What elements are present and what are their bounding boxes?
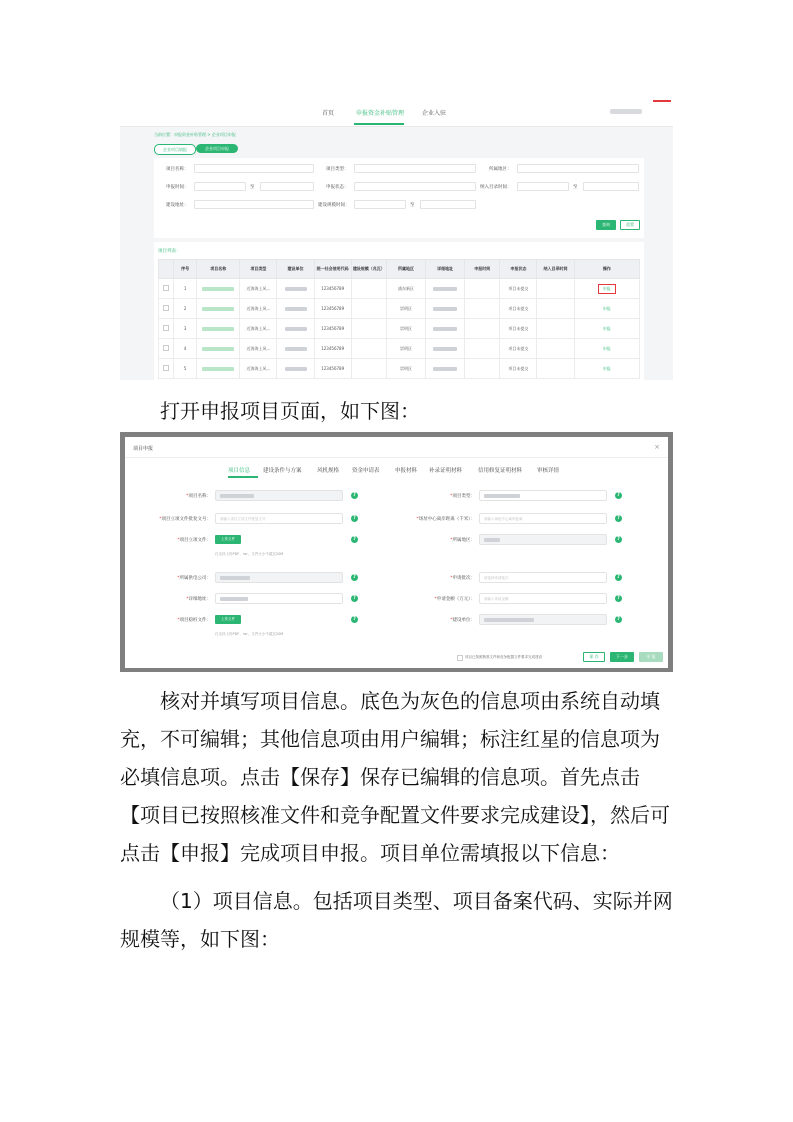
reset-button[interactable]: 重置 xyxy=(620,220,640,230)
search-button[interactable]: 查询 xyxy=(596,220,616,230)
operation-cell xyxy=(574,339,639,359)
table-row xyxy=(159,319,640,339)
apply-time-cell xyxy=(465,319,500,339)
column-header: 统一社会信用代码 xyxy=(314,260,351,279)
apply-link[interactable]: 申报 xyxy=(602,325,611,331)
power-company-select xyxy=(215,572,343,583)
tab-project-info[interactable]: 项目信息 xyxy=(228,468,251,474)
region-cell: 崇明区 xyxy=(386,299,425,319)
row-number: 3 xyxy=(174,319,197,339)
field-label: *项目类型： xyxy=(450,494,475,499)
filter-label: 纳入目录时间： xyxy=(480,185,512,190)
project-table xyxy=(158,259,640,379)
scale-cell xyxy=(351,319,386,339)
credit-code-cell: 123456789 xyxy=(314,359,351,379)
accent-mark xyxy=(653,100,671,102)
column-header: 详细地址 xyxy=(426,260,465,279)
filter-label: 项目类型： xyxy=(326,167,349,172)
apply-time-cell xyxy=(465,279,500,299)
build-unit-cell xyxy=(277,339,314,359)
confirm-checkbox[interactable] xyxy=(457,655,463,661)
amount-input[interactable]: 请输入申请金额 xyxy=(479,593,607,604)
submit-button[interactable]: 申 报 xyxy=(639,652,663,662)
column-header: 项目类型 xyxy=(240,260,277,279)
filter-label: 申报时间： xyxy=(166,185,189,190)
credit-code-cell: 123456789 xyxy=(314,319,351,339)
status-cell: 项目未提交 xyxy=(500,299,537,319)
field-label: *所属地区： xyxy=(450,538,475,543)
instruction-paragraph: 核对并填写项目信息。底色为灰色的信息项由系统自动填充，不可编辑；其他信息项由用户编辑；标注红星的信息项为必填信息项。点击【保存】保存已编辑的信息项。首先点击【项目已按照核准文件和竞争配置文件要求完成建设】，然后可点击【申报】完成项目申报。项目单位需填报以下信息： xyxy=(120,689,670,865)
field-label: *建设单位： xyxy=(450,618,475,623)
save-button[interactable]: 保 存 xyxy=(583,652,605,662)
divider xyxy=(125,457,668,458)
table-header-row xyxy=(159,260,640,279)
build-site-input[interactable] xyxy=(194,200,314,209)
apply-time-cell xyxy=(465,339,500,359)
batch-select[interactable]: 请选择申请批次 xyxy=(479,572,607,583)
range-separator: 至 xyxy=(410,203,415,208)
column-header: 建设规模（兆瓦） xyxy=(351,260,386,279)
tab-review-details[interactable]: 审核详情 xyxy=(537,468,560,474)
help-icon[interactable]: ? xyxy=(615,595,622,602)
select-all-header xyxy=(159,260,174,279)
filter-label: 项目名称： xyxy=(166,167,189,172)
user-name xyxy=(610,109,642,114)
next-button[interactable]: 下一步 xyxy=(610,652,634,662)
address-cell xyxy=(426,319,465,339)
row-number: 1 xyxy=(174,279,197,299)
build-unit-cell xyxy=(277,319,314,339)
region-cell: 崇明区 xyxy=(386,339,425,359)
status-cell: 项目未提交 xyxy=(500,279,537,299)
help-icon[interactable]: ? xyxy=(351,616,358,623)
region-cell: 崇明区 xyxy=(386,319,425,339)
project-list-screenshot xyxy=(120,100,673,380)
address-cell xyxy=(426,359,465,379)
project-name-field xyxy=(215,490,343,501)
address-cell xyxy=(426,279,465,299)
row-select[interactable] xyxy=(159,339,174,359)
help-icon[interactable]: ? xyxy=(351,536,358,543)
help-icon[interactable]: ? xyxy=(351,595,358,602)
modal-title: 项目申报 xyxy=(133,446,154,452)
row-number: 4 xyxy=(174,339,197,359)
status-select[interactable] xyxy=(354,182,476,191)
table-row xyxy=(159,359,640,379)
project-name-cell xyxy=(197,359,240,379)
nav-enterprise[interactable]: 企业入驻 xyxy=(422,110,447,117)
field-label: *所属供电公司： xyxy=(177,576,211,581)
credit-code-cell: 123456789 xyxy=(314,339,351,359)
tab-project-apply[interactable]: 企业项目申报 xyxy=(196,144,238,153)
region-select[interactable] xyxy=(517,164,639,173)
upload-pile-button[interactable]: 上传文件 xyxy=(215,615,241,624)
project-name-input[interactable] xyxy=(194,164,314,173)
help-icon[interactable]: ? xyxy=(351,492,358,499)
table-row xyxy=(159,279,640,299)
range-separator: 至 xyxy=(250,185,255,190)
column-header: 申报状态 xyxy=(500,260,537,279)
apply-time-cell xyxy=(465,359,500,379)
tab-build-conditions[interactable]: 建设条件与方案 xyxy=(263,468,302,474)
table-row xyxy=(159,339,640,359)
nav-active-indicator xyxy=(354,123,404,125)
project-name-cell xyxy=(197,279,240,299)
nav-subsidy-management[interactable]: 申报资金补贴管理 xyxy=(356,110,405,117)
row-select[interactable] xyxy=(159,279,174,299)
credit-code-cell: 123456789 xyxy=(314,299,351,319)
apply-link[interactable]: 申报 xyxy=(602,305,611,311)
close-icon[interactable]: × xyxy=(654,443,660,451)
build-unit-field xyxy=(479,614,607,625)
help-icon[interactable]: ? xyxy=(351,574,358,581)
build-unit-cell xyxy=(277,299,314,319)
status-cell: 项目未提交 xyxy=(500,359,537,379)
column-header: 序号 xyxy=(174,260,197,279)
address-input[interactable] xyxy=(215,593,343,604)
project-type-cell: 近海海上风... xyxy=(240,279,277,299)
apply-link[interactable]: 申报 xyxy=(598,284,616,294)
apply-time-start[interactable] xyxy=(194,182,246,191)
project-name-cell xyxy=(197,339,240,359)
help-icon[interactable]: ? xyxy=(615,515,622,522)
offshore-distance-input[interactable]: 请输入场址中心离岸距离 xyxy=(479,513,607,524)
help-icon[interactable]: ? xyxy=(615,492,622,499)
apply-time-cell xyxy=(465,299,500,319)
db-time-cell xyxy=(537,279,574,299)
column-header: 纳入目录时间 xyxy=(537,260,574,279)
row-number: 5 xyxy=(174,359,197,379)
apply-link[interactable]: 申报 xyxy=(602,345,611,351)
upload-hint: 仅支持上传PDF、rar、文件大小不超过20M xyxy=(215,632,284,636)
project-apply-modal xyxy=(125,437,668,668)
project-name-cell xyxy=(197,319,240,339)
row-select[interactable] xyxy=(159,359,174,379)
region-cell: 浦东新区 xyxy=(386,279,425,299)
table-row xyxy=(159,299,640,319)
column-header: 建设单位 xyxy=(277,260,314,279)
top-navigation xyxy=(120,100,673,127)
operation-cell xyxy=(574,299,639,319)
tab-turbine-spec[interactable]: 风机规格 xyxy=(317,468,340,474)
list-title: 项目列表： xyxy=(158,249,181,254)
filter-label: 建设规模时间： xyxy=(318,203,350,208)
active-tab-indicator xyxy=(228,476,258,478)
project-type-select[interactable] xyxy=(354,164,476,173)
project-type-cell: 近海海上风... xyxy=(240,319,277,339)
operation-cell xyxy=(574,319,639,339)
tab-materials[interactable]: 申报材料 xyxy=(395,468,418,474)
db-time-cell xyxy=(537,319,574,339)
field-label: *项目立项文件批复文号： xyxy=(159,517,211,522)
project-type-cell: 近海海上风... xyxy=(240,359,277,379)
project-type-cell: 近海海上风... xyxy=(240,299,277,319)
help-icon[interactable]: ? xyxy=(615,616,622,623)
operation-cell xyxy=(574,279,639,299)
region-select xyxy=(479,534,607,545)
db-time-end[interactable] xyxy=(583,182,639,191)
help-icon[interactable]: ? xyxy=(615,574,622,581)
help-icon[interactable]: ? xyxy=(351,515,358,522)
address-cell xyxy=(426,299,465,319)
row-select[interactable] xyxy=(159,319,174,339)
project-type-select[interactable] xyxy=(479,490,607,501)
field-label: *详细地址： xyxy=(186,597,211,602)
db-time-start[interactable] xyxy=(517,182,569,191)
help-icon[interactable]: ? xyxy=(615,536,622,543)
project-type-cell: 近海海上风... xyxy=(240,339,277,359)
row-select[interactable] xyxy=(159,299,174,319)
tab-fund-application[interactable]: 资金申请表 xyxy=(352,468,380,474)
project-name-cell xyxy=(197,299,240,319)
field-label: *场址中心离岸距离（千米）： xyxy=(416,517,475,522)
upload-hint: 仅支持上传PDF、rar、文件大小不超过20M xyxy=(215,552,284,556)
column-header: 申报时间 xyxy=(465,260,500,279)
confirm-label: 项目已按照核准文件和竞争配置文件要求完成建设 xyxy=(465,655,542,659)
field-label: *项目立项文件： xyxy=(177,538,211,543)
intro-paragraph: 打开申报项目页面，如下图： xyxy=(160,399,420,423)
status-cell: 项目未提交 xyxy=(500,339,537,359)
project-form-screenshot xyxy=(120,432,673,672)
db-time-cell xyxy=(537,359,574,379)
tab-credit-repair[interactable]: 信用修复证明材料 xyxy=(478,468,523,474)
row-number: 2 xyxy=(174,299,197,319)
filter-panel xyxy=(154,158,644,238)
scale-cell xyxy=(351,339,386,359)
column-header: 操作 xyxy=(574,260,639,279)
column-header: 项目名称 xyxy=(197,260,240,279)
status-cell: 项目未提交 xyxy=(500,319,537,339)
upload-approval-button[interactable]: 上传文件 xyxy=(215,535,241,544)
project-info-paragraph: （1）项目信息。包括项目类型、项目备案代码、实际并网规模等，如下图： xyxy=(120,889,673,951)
region-cell: 崇明区 xyxy=(386,359,425,379)
filter-label: 申报状态： xyxy=(326,185,349,190)
operation-cell xyxy=(574,359,639,379)
scale-cell xyxy=(351,279,386,299)
range-separator: 至 xyxy=(573,185,578,190)
build-unit-cell xyxy=(277,359,314,379)
db-time-cell xyxy=(537,339,574,359)
apply-link[interactable]: 申报 xyxy=(602,365,611,371)
scale-cell xyxy=(351,299,386,319)
nav-home[interactable]: 首页 xyxy=(322,110,335,117)
credit-code-cell: 123456789 xyxy=(314,279,351,299)
filter-label: 建设地址： xyxy=(166,203,189,208)
filter-label: 所属地区： xyxy=(489,167,512,172)
tab-supplementary[interactable]: 补录证明材料 xyxy=(429,468,463,474)
apply-time-end[interactable] xyxy=(260,182,314,191)
build-time-end[interactable] xyxy=(420,200,476,209)
build-unit-cell xyxy=(277,279,314,299)
column-header: 所属地区 xyxy=(386,260,425,279)
field-label: *申请批次： xyxy=(450,576,475,581)
breadcrumb: 当前位置：申报资金补贴管理 > 企业项目申报 xyxy=(154,132,236,137)
address-cell xyxy=(426,339,465,359)
project-list-panel xyxy=(154,242,644,380)
field-label: *项目稳桩文件： xyxy=(177,618,211,623)
approval-number-input[interactable]: 请输入项目立项文件批复文号 xyxy=(215,513,343,524)
scale-cell xyxy=(351,359,386,379)
field-label: *项目名称： xyxy=(186,494,211,499)
field-label: *申请金额（万元）： xyxy=(434,597,475,602)
tab-project-fill[interactable]: 企业项目填报 xyxy=(154,144,196,155)
build-time-start[interactable] xyxy=(354,200,406,209)
db-time-cell xyxy=(537,299,574,319)
